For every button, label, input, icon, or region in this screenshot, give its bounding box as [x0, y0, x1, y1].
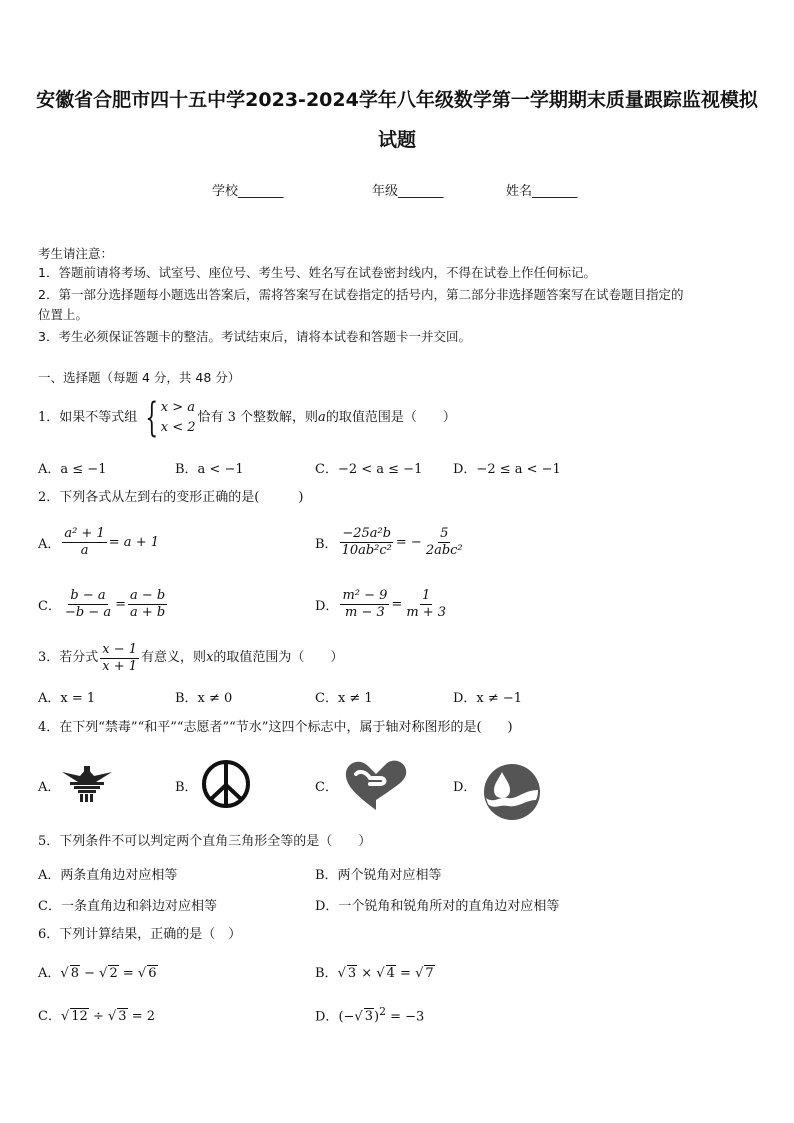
- denominator: −b − a: [64, 605, 112, 620]
- equals: =: [122, 966, 134, 981]
- fraction: [63, 588, 113, 621]
- question-5: 5．下列条件不可以判定两个直角三角形全等的是（ ）: [38, 834, 372, 849]
- sqrt-icon: √: [337, 966, 346, 981]
- q6-option-c[interactable]: [38, 1005, 155, 1024]
- radicand: 4: [386, 966, 395, 981]
- denominator: m − 3: [345, 605, 385, 620]
- option-label: D．: [315, 599, 339, 614]
- q6-option-b[interactable]: [315, 962, 435, 981]
- operator: ×: [361, 966, 373, 981]
- option-label: B．: [315, 966, 338, 981]
- numerator: −25a²b: [342, 526, 392, 541]
- q3-suffix: 的取值范围为（ ）: [213, 650, 344, 665]
- q1-ineq-1: x > a: [160, 400, 195, 415]
- fraction: [128, 588, 167, 621]
- q3-middle: 有意义，则: [141, 650, 207, 665]
- radicand: 6: [148, 966, 157, 981]
- denominator: x + 1: [102, 658, 138, 674]
- denominator: m + 3: [406, 605, 447, 620]
- radicand: 12: [71, 1009, 88, 1024]
- eagle-emblem-icon[interactable]: [60, 762, 114, 806]
- sqrt-icon: √: [60, 1009, 70, 1024]
- denominator: 10ab²c²: [341, 543, 392, 558]
- numerator: a − b: [129, 588, 166, 603]
- q3-var: x: [206, 650, 214, 665]
- q3-option-c[interactable]: C．x ≠ 1: [315, 691, 373, 706]
- radicand: 3: [118, 1009, 127, 1024]
- operator: ÷: [92, 1009, 104, 1024]
- q2-option-a[interactable]: [38, 526, 159, 559]
- option-label: B．: [315, 537, 338, 552]
- radicand: 7: [425, 966, 434, 981]
- numerator: a² + 1: [64, 526, 105, 541]
- radicand: 3: [364, 1009, 373, 1025]
- q3-prefix: 3．若分式: [38, 650, 99, 665]
- q4-option-d-label[interactable]: D．: [453, 780, 477, 795]
- brace-icon: {: [145, 395, 159, 441]
- q6-option-d[interactable]: [315, 1005, 424, 1024]
- sqrt-icon: √: [99, 966, 108, 981]
- question-2: 2．下列各式从左到右的变形正确的是( ): [38, 490, 304, 505]
- q5-option-b[interactable]: B．两个锐角对应相等: [315, 868, 442, 883]
- question-6: 6．下列计算结果，正确的是（ ）: [38, 927, 242, 942]
- option-label: A．: [38, 537, 61, 552]
- exam-title-line1: 安徽省合肥市四十五中学2023-2024学年八年级数学第一学期期末质量跟踪监视模拟: [36, 89, 758, 111]
- exponent: 2: [379, 1005, 386, 1018]
- radicand: 8: [70, 966, 79, 981]
- numerator: x − 1: [102, 641, 138, 657]
- q1-option-a[interactable]: A．a ≤ −1: [38, 462, 107, 477]
- q4-option-a-label[interactable]: A．: [38, 780, 61, 795]
- q1-option-d[interactable]: D．−2 ≤ a < −1: [453, 462, 561, 477]
- denominator: a: [80, 543, 89, 558]
- denominator: 2abc²: [425, 543, 463, 558]
- equals: =: [400, 966, 411, 981]
- option-label: C．: [38, 1009, 61, 1024]
- fraction: [340, 588, 389, 621]
- radicand: 3: [347, 966, 357, 981]
- q1-middle: 恰有 3 个整数解，则: [197, 410, 319, 425]
- equals: =: [115, 597, 126, 612]
- question-1: [38, 397, 456, 439]
- denominator: a + b: [129, 605, 166, 620]
- q6-option-a[interactable]: [38, 962, 158, 981]
- numerator: 1: [422, 588, 431, 603]
- sqrt-icon: √: [354, 1009, 363, 1025]
- q1-prefix: 1．如果不等式组: [38, 410, 138, 425]
- equals: = 2: [131, 1009, 155, 1024]
- notice-item-2: 2．第一部分选择题每小题选出答案后，需将答案写在试卷指定的括号内，第二部分非选择题答案写在试卷题目指定的: [38, 287, 684, 302]
- right-paren: ): [373, 1009, 380, 1025]
- exam-title-line2: 试题: [377, 129, 416, 151]
- equals: = −3: [390, 1009, 425, 1025]
- operator: −: [84, 966, 96, 981]
- sqrt-icon: √: [376, 966, 385, 981]
- equals: =: [391, 597, 403, 612]
- left-paren: (−: [338, 1009, 355, 1025]
- fraction: [424, 526, 465, 559]
- sqrt-icon: √: [60, 966, 69, 981]
- q3-option-b[interactable]: B．x ≠ 0: [175, 691, 233, 706]
- numerator: 5: [440, 526, 449, 541]
- notice-heading: 考生请注意：: [38, 246, 114, 261]
- q1-suffix: 的取值范围是（ ）: [325, 410, 456, 425]
- question-4: 4．在下列“禁毒”“和平”“志愿者”“节水”这四个标志中，属于轴对称图形的是( ): [38, 720, 513, 735]
- question-3: [38, 640, 343, 676]
- sqrt-icon: √: [415, 966, 424, 981]
- q3-option-a[interactable]: A．x = 1: [38, 691, 96, 706]
- q3-option-d[interactable]: D．x ≠ −1: [453, 691, 523, 706]
- section-heading: 一、选择题（每题 4 分，共 48 分）: [38, 370, 241, 385]
- q2-option-c[interactable]: [38, 588, 169, 621]
- option-label: D．: [315, 1009, 339, 1025]
- student-info-row: [0, 180, 794, 200]
- grade-field[interactable]: 年级_______: [372, 184, 444, 199]
- radicand: 2: [109, 966, 118, 981]
- peace-sign-icon[interactable]: [200, 758, 252, 810]
- q2-option-b[interactable]: [315, 526, 467, 559]
- q2-option-d[interactable]: [315, 588, 450, 621]
- rhs: = a + 1: [108, 535, 159, 550]
- option-label: C．: [38, 599, 61, 614]
- notice-item-2-cont: 位置上。: [38, 307, 89, 322]
- sqrt-icon: √: [107, 1009, 117, 1024]
- option-label: A．: [38, 966, 61, 981]
- q5-option-a[interactable]: A．两条直角边对应相等: [38, 868, 178, 883]
- q1-var: a: [318, 410, 326, 425]
- fraction: [100, 642, 139, 675]
- name-field[interactable]: 姓名_______: [506, 184, 578, 199]
- q1-ineq-2: x < 2: [160, 420, 196, 435]
- fraction: [62, 526, 106, 559]
- q1-option-b[interactable]: B．a < −1: [175, 462, 244, 477]
- numerator: m² − 9: [342, 588, 388, 603]
- numerator: b − a: [70, 588, 106, 603]
- water-drop-icon[interactable]: [480, 762, 544, 822]
- equals: = −: [395, 535, 422, 550]
- fraction: [404, 588, 448, 621]
- q1-option-c[interactable]: C．−2 < a ≤ −1: [315, 462, 423, 477]
- notice-item-1: 1．答题前请将考场、试室号、座位号、考生号、姓名写在试卷密封线内，不得在试卷上作任何标记。: [38, 265, 596, 280]
- q5-option-d[interactable]: D．一个锐角和锐角所对的直角边对应相等: [315, 899, 560, 914]
- fraction: [340, 526, 394, 559]
- notice-item-3: 3．考生必须保证答题卡的整洁。考试结束后，请将本试卷和答题卡一并交回。: [38, 329, 471, 344]
- heart-hand-icon[interactable]: [340, 756, 412, 814]
- sqrt-icon: √: [137, 966, 147, 981]
- school-field[interactable]: 学校_______: [212, 184, 284, 199]
- q5-option-c[interactable]: C．一条直角边和斜边对应相等: [38, 899, 217, 914]
- q4-option-b-label[interactable]: B．: [175, 780, 198, 795]
- q4-option-c-label[interactable]: C．: [315, 780, 338, 795]
- q1-inequality-system: [139, 395, 196, 441]
